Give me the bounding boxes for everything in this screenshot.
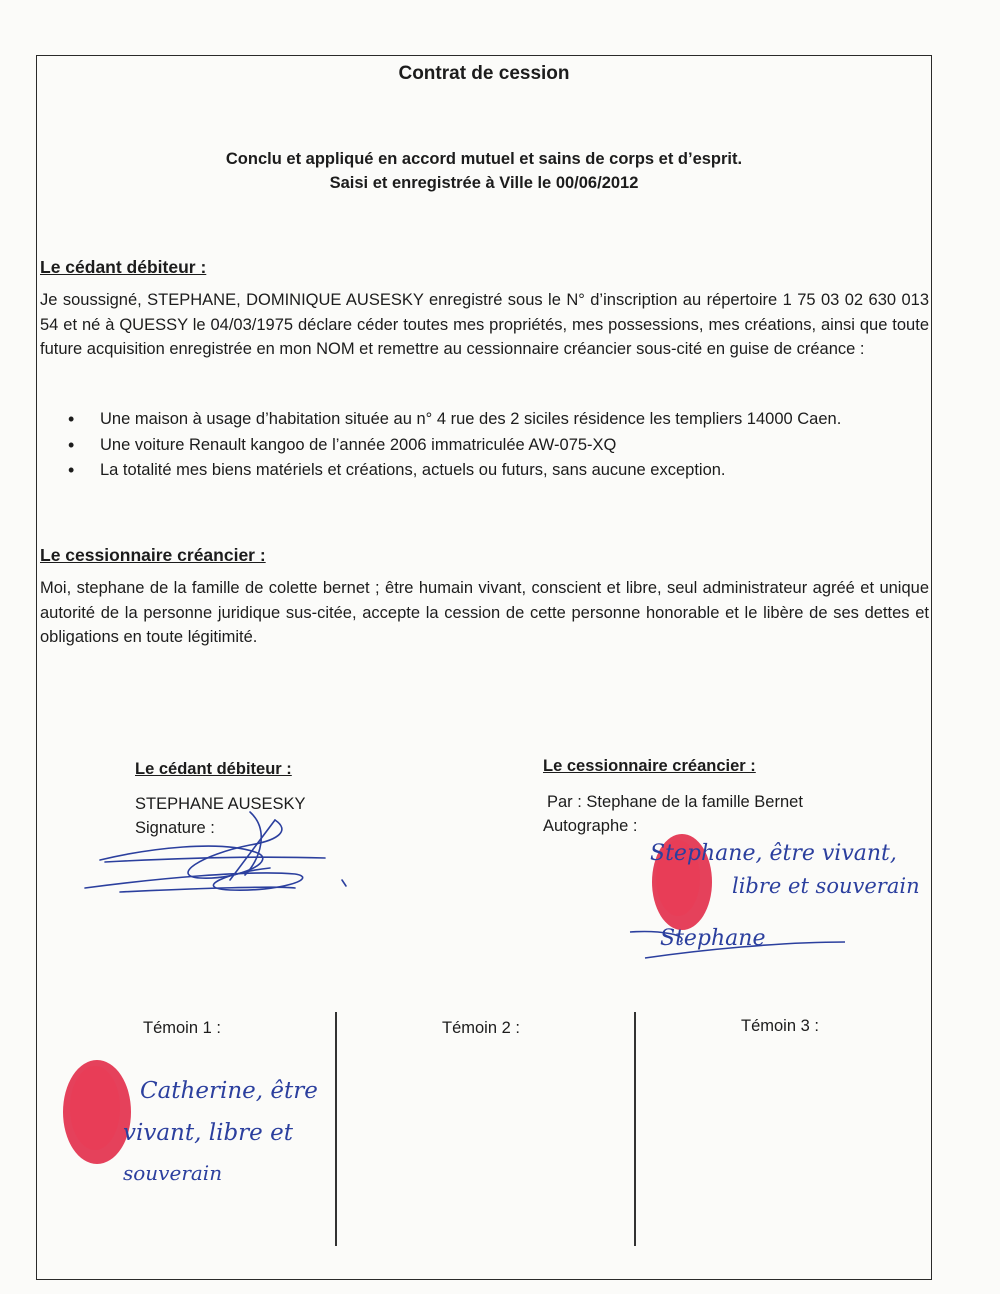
cedant-items-list xyxy=(60,407,920,483)
signature-cedant-heading: Le cédant débiteur : xyxy=(135,760,292,778)
cessionnaire-fingerprint-signature xyxy=(620,820,960,970)
witness-1-handwriting-line2: vivant, libre et xyxy=(123,1120,293,1146)
document-subtitle-line2: Saisi et enregistrée à Ville le 00/06/2012 xyxy=(329,174,639,192)
document-subtitle-line1: Conclu et appliqué en accord mutuel et sains de corps et d’esprit. xyxy=(225,150,743,168)
witness-3-label: Témoin 3 : xyxy=(741,1017,819,1035)
cessionnaire-paragraph: Moi, stephane de la famille de colette bernet ; être humain vivant, conscient et libre, seul administrateur agréé et unique autorité de la personne juridique sus-citée, accepte la cession de cette personne honorable et le libère de ses dettes et obligations en toute légitimité. xyxy=(40,579,929,646)
list-item: • La totalité mes biens matériels et créations, actuels ou futurs, sans aucune exception. xyxy=(60,458,920,483)
cedant-heading: Le cédant débiteur : xyxy=(40,257,207,277)
signature-cessionnaire-heading: Le cessionnaire créancier : xyxy=(543,757,756,775)
signature-cessionnaire-name: Par : Stephane de la famille Bernet xyxy=(547,793,803,811)
witness-divider-2 xyxy=(634,1012,636,1246)
cessionnaire-heading: Le cessionnaire créancier : xyxy=(40,545,266,565)
cedant-signature-mark xyxy=(80,800,360,910)
witness-1-label: Témoin 1 : xyxy=(143,1019,221,1037)
witness-1-handwriting-line1: Catherine, être xyxy=(140,1078,318,1104)
document-title: Contrat de cession xyxy=(398,63,570,84)
witness-divider-1 xyxy=(335,1012,337,1246)
cessionnaire-handwriting-line3: Stephane xyxy=(660,926,766,951)
signature-cedant-label: Signature : xyxy=(135,819,215,837)
list-item: • Une maison à usage d’habitation située au n° 4 rue des 2 siciles résidence les templiers 14000 Caen. xyxy=(60,407,920,432)
signature-cedant-name: STEPHANE AUSESKY xyxy=(135,795,306,813)
witness-1-fingerprint-signature xyxy=(55,1050,325,1190)
cessionnaire-handwriting-line1: Stephane, être vivant, xyxy=(650,841,897,866)
witness-2-label: Témoin 2 : xyxy=(442,1019,520,1037)
witness-1-handwriting-line3: souverain xyxy=(123,1161,223,1185)
cessionnaire-handwriting-line2: libre et souverain xyxy=(732,874,920,898)
list-item: • Une voiture Renault kangoo de l’année 2006 immatriculée AW-075-XQ xyxy=(60,433,920,458)
cedant-paragraph: Je soussigné, STEPHANE, DOMINIQUE AUSESKY enregistré sous le N° d’inscription au répertoire 1 75 03 02 630 013 54 et né à QUESSY le 04/03/1975 déclare céder toutes mes propriétés, mes possessions, mes créations, ainsi que toute future acquisition enregistrée en mon NOM et remettre au cessionnaire créancier sous-cité en guise de créance : xyxy=(40,291,929,358)
signature-cessionnaire-label: Autographe : xyxy=(543,817,638,835)
